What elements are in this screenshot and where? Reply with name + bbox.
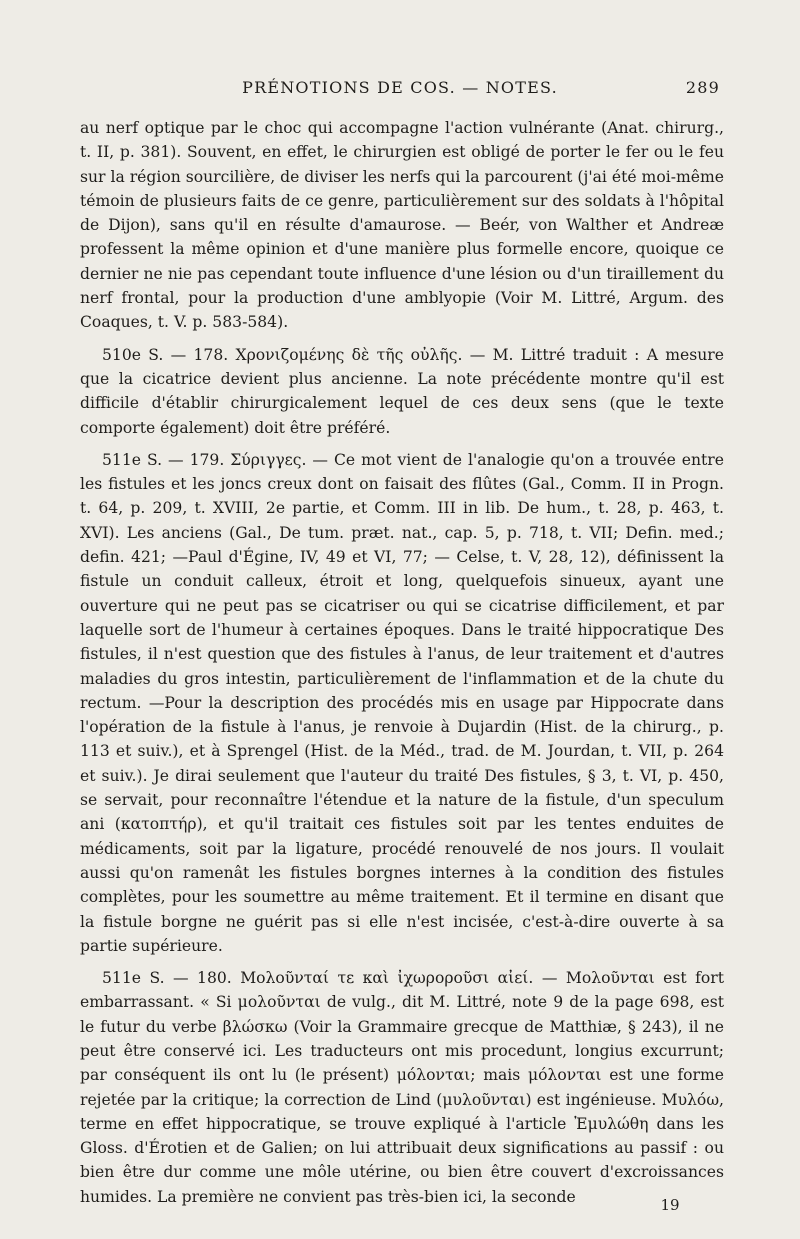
page-number: 289 [685, 78, 720, 97]
paragraph-note-510: 510e S. — 178. Χρονιζομένης δὲ τῆς οὐλῆς. — M. Littré traduit : A mesure que la cicatrice devient plus ancienne. La note précédente montre qu'il est difficile d'établir chirurgicalement lequel de ces deux sens (que le texte comporte également) doit être préféré. [80, 345, 724, 437]
signature-mark: 19 [660, 1196, 680, 1214]
running-header [80, 78, 720, 102]
paragraph-note-511-molountai: 511e S. — 180. Μολοῦνταί τε καὶ ἰχωροροῦσι αἰεί. — Μολοῦνται est fort embarrassant. « Si μολοῦνται de vulg., dit M. Littré, note 9 de la page 698, est le futur du verbe βλώσκω (Voir la Grammaire grecque de Matthiæ, § 243), il ne peut être conservé ici. Les traducteurs ont mis procedunt, longius excurrunt; par conséquent ils ont lu (le présent) μόλονται; mais μόλονται est une forme rejetée par la critique; la correction de Lind (μυλοῦνται) est ingénieuse. Μυλόω, terme en effet hippocratique, se trouve expliqué à l'article Ἐμυλώθη dans les Gloss. d'Érotien et de Galien; on lui attribuait deux significations au passif : ou bien être dur comme une môle utérine, ou bien être couvert d'excroissances humides. La première ne convient pas très-bien ici, la seconde [80, 969, 724, 1206]
paragraph-continuation: au nerf optique par le choc qui accompagne l'action vulnérante (Anat. chirurg., t. II, p. 381). Souvent, en effet, le chirurgien est obligé de porter le fer ou le feu sur la région sourcilière, de diviser les nerfs qui la parcourent (j'ai été moi-même témoin de plusieurs faits de ce genre, particulièrement sur des soldats à l'hôpital de Dijon), sans qu'il en résulte d'amaurose. — Beér, von Walther et Andreæ professent la même opinion et d'une manière plus formelle encore, quoique ce dernier ne nie pas cependant toute influence d'une lésion ou d'un tiraillement du nerf frontal, pour la production d'une amblyopie (Voir M. Littré, Argum. des Coaques, t. V. p. 583-584). [80, 119, 724, 332]
body-text [80, 116, 724, 1209]
running-title: PRÉNOTIONS DE COS. — NOTES. [242, 78, 558, 97]
paragraph-note-511-fistules: 511e S. — 179. Σύριγγες. — Ce mot vient de l'analogie qu'on a trouvée entre les fistules et les joncs creux dont on faisait des flûtes (Gal., Comm. II in Progn. t. 64, p. 209, t. XVIII, 2e partie, et Comm. III in lib. De hum., t. 28, p. 463, t. XVI). Les anciens (Gal., De tum. præt. nat., cap. 5, p. 718, t. VII; Defin. med.; defin. 421; —Paul d'Égine, IV, 49 et VI, 77; — Celse, t. V, 28, 12), définissent la fistule un conduit calleux, étroit et long, quelquefois sinueux, ayant une ouverture qui ne peut pas se cicatriser ou qui se cicatrise difficilement, et par laquelle sort de l'humeur à certaines époques. Dans le traité hippocratique Des fistules, il n'est question que des fistules à l'anus, de leur traitement et d'autres maladies du gros intestin, particulièrement de l'inflammation et de la chute du rectum. —Pour la description des procédés mis en usage par Hippocrate dans l'opération de la fistule à l'anus, je renvoie à Dujardin (Hist. de la chirurg., p. 113 et suiv.), et à Sprengel (Hist. de la Méd., trad. de M. Jourdan, t. VII, p. 264 et suiv.). Je dirai seulement que l'auteur du traité Des fistules, § 3, t. VI, p. 450, se servait, pour reconnaître l'étendue et la nature de la fistule, d'un speculum ani (κατοπτήρ), et qu'il traitait ces fistules soit par les tentes enduites de médicaments, soit par la ligature, procédé renouvelé de nos jours. Il voulait aussi qu'on ramenât les fistules borgnes internes à la condition des fistules complètes, pour les soumettre au même traitement. Et il termine en disant que la fistule borgne ne guérit pas si elle n'est incisée, c'est-à-dire ouverte à sa partie supérieure. [80, 450, 724, 955]
